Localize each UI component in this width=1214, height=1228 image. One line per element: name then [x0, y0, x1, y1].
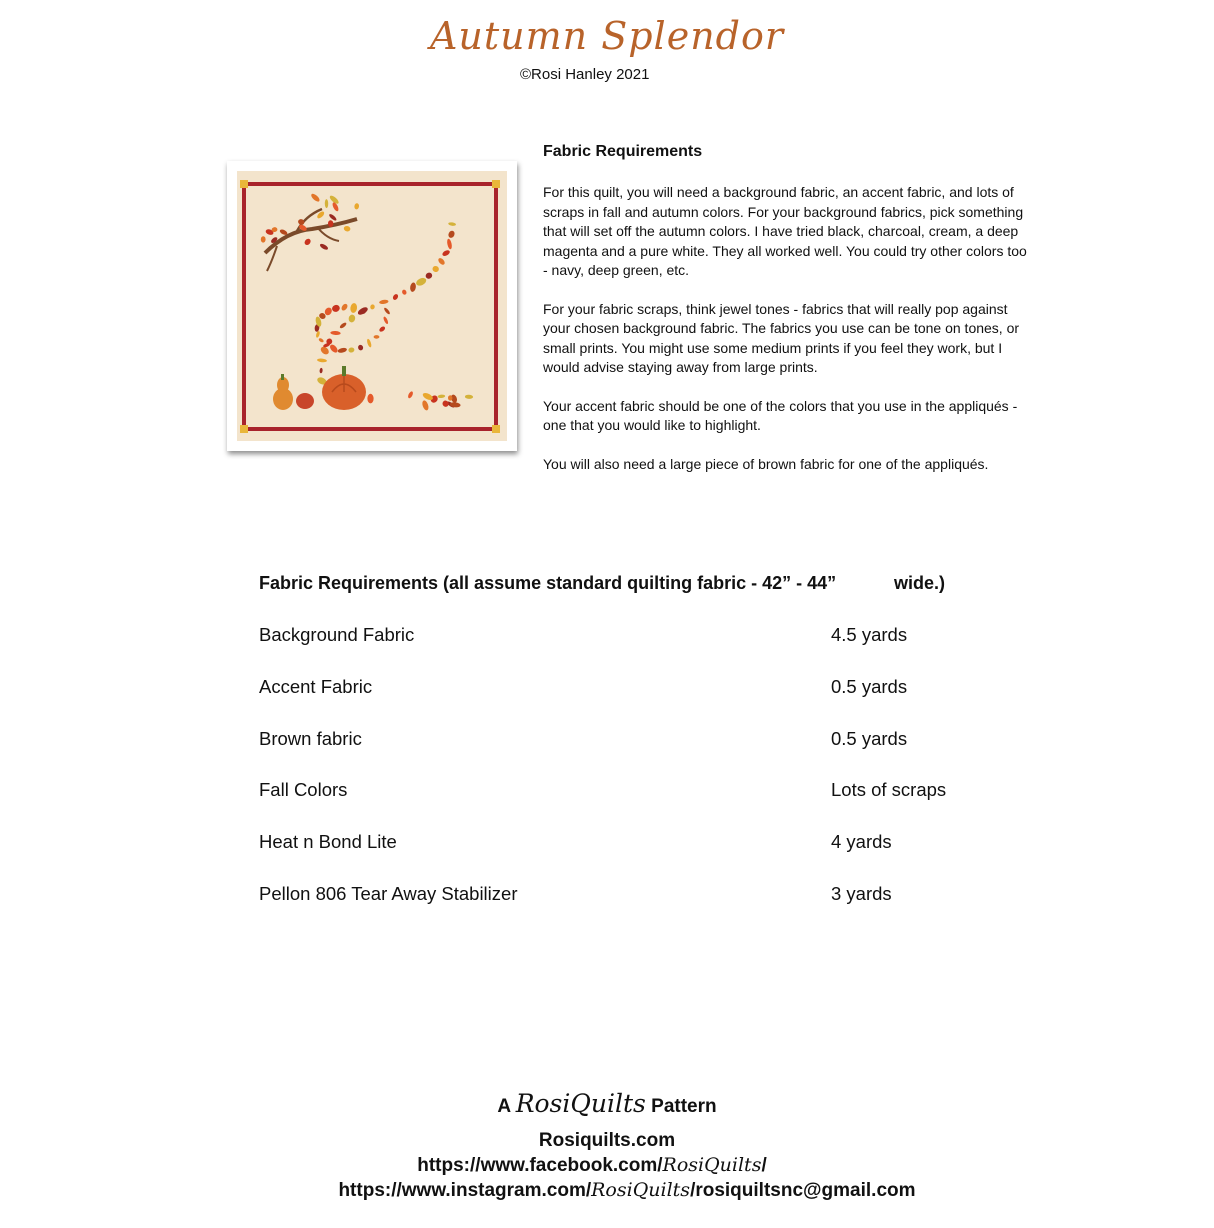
copyright-notice: ©Rosi Hanley 2021 [520, 66, 650, 83]
requirement-item: Brown fabric [259, 728, 362, 749]
requirement-quantity: Lots of scraps [831, 779, 947, 800]
leaf-shape [367, 394, 373, 404]
requirement-quantity: 3 yards [831, 883, 892, 904]
facebook-handle: RosiQuilts [662, 1154, 762, 1176]
requirement-quantity: 4 yards [831, 831, 892, 852]
document-title: Autumn Splendor [429, 14, 785, 58]
intro-paragraph: You will also need a large piece of brown fabric for one of the appliqués. [543, 456, 989, 473]
footer-brand-line [0, 1089, 1214, 1119]
intro-paragraph: Your accent fabric should be one of the colors that you use in the appliqués - one that you would like to highlight. [543, 397, 1018, 434]
footer-pattern: Pattern [651, 1096, 717, 1117]
footer [0, 1089, 1214, 1203]
facebook-suffix: / [761, 1155, 767, 1176]
instagram-email-link[interactable] [0, 1178, 1214, 1203]
intro-paragraph: For your fabric scraps, think jewel tones - fabrics that will really pop against your chosen background fabric. The fabrics you use can be tone on tones, or small prints. You might use some medium prints if you feel they work, but I would advise staying away from large prints. [543, 300, 1020, 376]
website-text: Rosiquilts.com [538, 1130, 676, 1151]
instagram-handle: RosiQuilts [591, 1179, 691, 1201]
facebook-prefix: https://www.facebook.com/ [417, 1155, 663, 1176]
intro-section [543, 142, 1033, 494]
instagram-suffix: /rosiquiltsnc@gmail.com [690, 1180, 916, 1201]
requirement-quantity: 4.5 yards [831, 624, 908, 645]
requirements-heading [259, 573, 946, 594]
instagram-prefix: https://www.instagram.com/ [338, 1180, 592, 1201]
quilt-photo [227, 161, 517, 451]
requirements-heading-tail: wide.) [894, 573, 946, 593]
requirement-item: Fall Colors [259, 779, 348, 800]
requirement-item: Background Fabric [259, 624, 415, 645]
requirement-item: Accent Fabric [259, 676, 373, 697]
website-link[interactable] [0, 1129, 1214, 1153]
requirements-heading-main: Fabric Requirements (all assume standard quilting fabric - 42” - 44” [259, 573, 837, 593]
quilt-illustration [227, 161, 517, 451]
brand-name: RosiQuilts [515, 1089, 646, 1118]
footer-a: A [497, 1096, 511, 1117]
facebook-link[interactable] [0, 1153, 1214, 1178]
requirement-item: Heat n Bond Lite [259, 831, 397, 852]
leaf-shape [374, 335, 380, 339]
intro-heading: Fabric Requirements [543, 143, 703, 160]
requirement-quantity: 0.5 yards [831, 676, 908, 697]
requirement-quantity: 0.5 yards [831, 728, 908, 749]
intro-paragraph: For this quilt, you will need a background fabric, an accent fabric, and lots of scraps in fall and autumn colors. For your background fabrics, pick something that will set off the autumn colors. I have tried black, charcoal, cream, a deep magenta and a pure white. They all worked well. You could try other colors too - navy, deep green, etc. [543, 184, 1027, 279]
requirement-item: Pellon 806 Tear Away Stabilizer [259, 883, 518, 904]
